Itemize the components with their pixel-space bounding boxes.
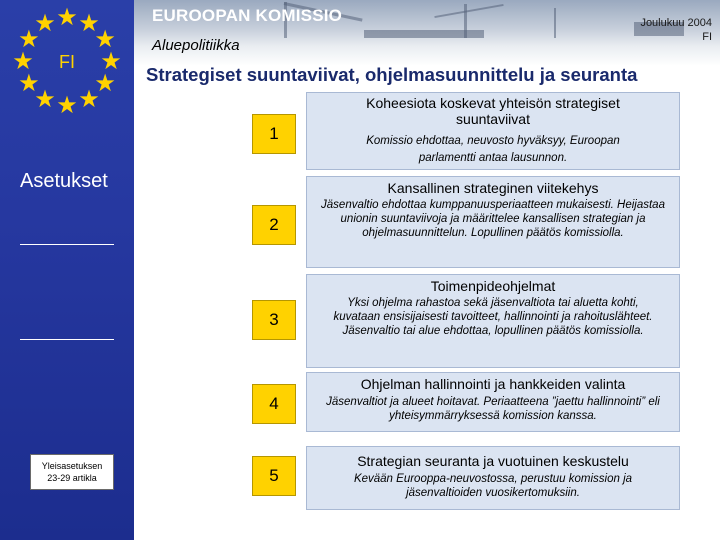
section-label: Asetukset — [20, 170, 108, 192]
step-heading: Koheesiota koskevat yhteisön strategiset suuntaviivat — [366, 95, 620, 127]
step-heading: Kansallinen strateginen viitekehys — [387, 180, 599, 196]
regulation-note-line1: Yleisasetuksen — [41, 461, 103, 471]
divider — [20, 244, 114, 245]
step-text: Komissio ehdottaa, neuvosto hyväksyy, Euroopan parlamentti antaa lausunnon. — [366, 135, 620, 164]
step-panel-3 — [306, 274, 680, 368]
country-code: FI — [59, 52, 75, 72]
step-text: Jäsenvaltio ehdottaa kumppanuusperiaatteen mukaisesti. Heijastaa unionin suuntaviivoja ja määrittelee kansallisen strategian ja ohjelmasuunnittelun. Lopullinen päätös komissiolla. — [321, 199, 665, 239]
star-icon: ★ — [100, 48, 122, 75]
department-name: Aluepolitiikka — [152, 37, 240, 54]
step-number-2: 2 — [252, 205, 296, 245]
step-heading: Ohjelman hallinnointi ja hankkeiden valinta — [360, 376, 626, 392]
star-icon: ★ — [34, 9, 56, 37]
step-panel-2 — [306, 176, 680, 268]
regulation-note-line2: 23-29 artikla — [47, 473, 97, 483]
page-title: Strategiset suuntaviivat, ohjelmasuunnittelu ja seuranta — [146, 64, 638, 85]
regulation-note-box — [30, 454, 114, 490]
language-code: FI — [702, 31, 712, 43]
step-text: Kevään Eurooppa-neuvostossa, perustuu komission ja jäsenvaltioiden vuosikertomuksiin. — [353, 473, 633, 499]
step-number-4: 4 — [252, 384, 296, 424]
step-heading: Strategian seuranta ja vuotuinen keskustelu — [357, 453, 629, 469]
step-text: Yksi ohjelma rahastoa sekä jäsenvaltiota tai aluetta kohti, kuvataan ensisijaisesti tavoitteet, hallinnointi ja rahoituslähteet. Jäsenvaltio tai alue ehdottaa, lopullinen päätös komissiolla. — [333, 297, 653, 337]
star-icon: ★ — [18, 70, 40, 97]
star-icon: ★ — [12, 48, 34, 75]
divider — [20, 339, 114, 340]
step-text: Jäsenvaltiot ja alueet hoitavat. Periaatteena ”jaettu hallinnointi” eli yhteisymmärryksessä komission kanssa. — [326, 396, 660, 422]
star-icon: ★ — [34, 86, 56, 114]
star-icon: ★ — [78, 9, 100, 37]
step-number-3: 3 — [252, 300, 296, 340]
date-text: Joulukuu 2004 — [640, 17, 712, 29]
star-icon: ★ — [94, 70, 116, 97]
step-panel-4 — [306, 372, 680, 432]
step-heading: Toimenpideohjelmat — [430, 278, 556, 294]
step-number-1: 1 — [252, 114, 296, 154]
org-name: EUROOPAN KOMISSIO — [152, 6, 343, 25]
step-number-5: 5 — [252, 456, 296, 496]
star-icon: ★ — [18, 26, 40, 53]
star-icon: ★ — [56, 92, 78, 119]
step-panel-1 — [306, 92, 680, 170]
star-icon: ★ — [56, 4, 78, 31]
star-icon: ★ — [78, 86, 100, 114]
star-icon: ★ — [94, 26, 116, 53]
step-panel-5 — [306, 446, 680, 510]
header-date — [640, 16, 712, 44]
sidebar — [0, 0, 134, 540]
